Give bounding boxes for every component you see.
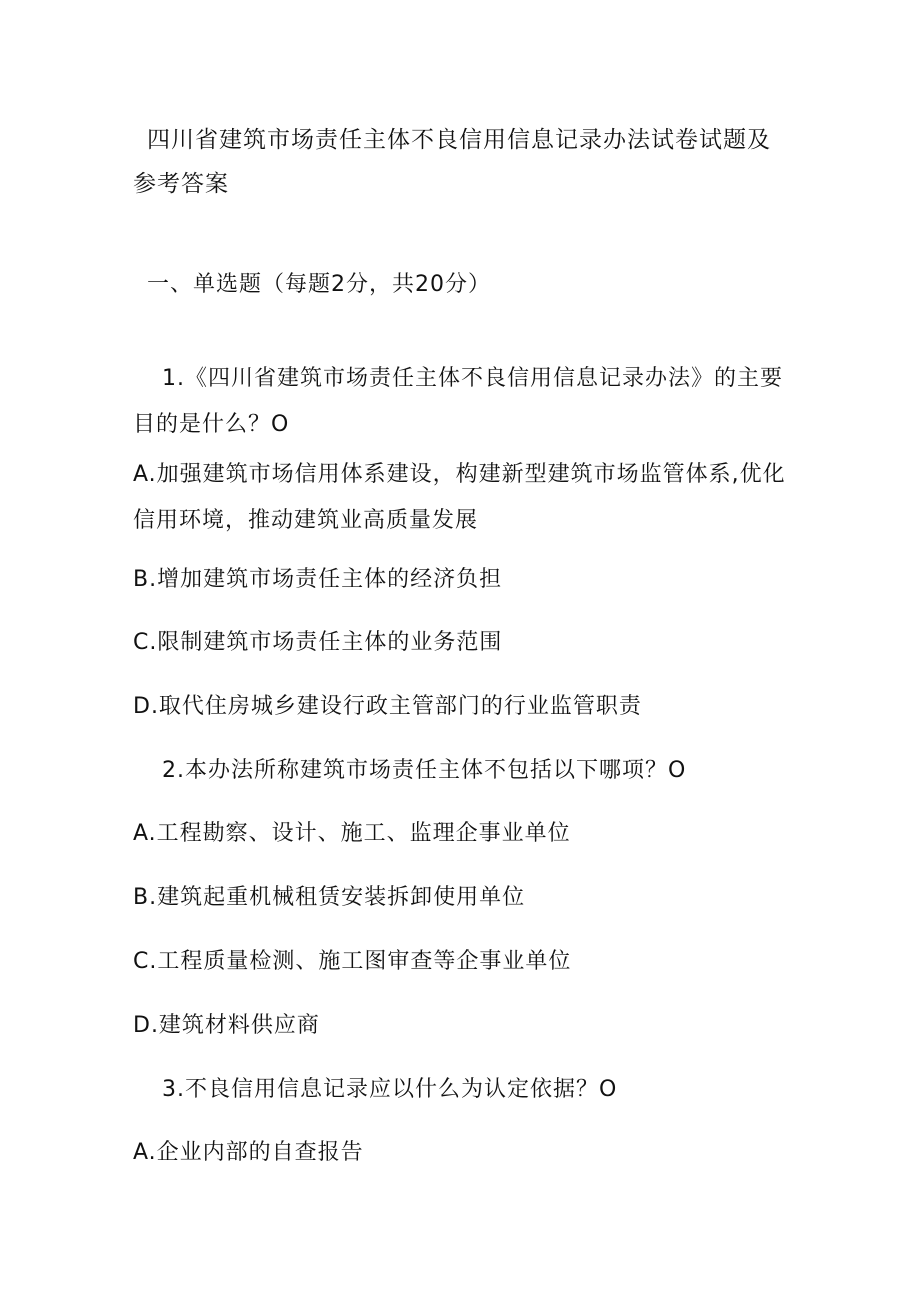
- question-3-option-a: A.企业内部的自查报告: [133, 1140, 364, 1165]
- question-3-stem: 3.不良信用信息记录应以什么为认定依据？O: [162, 1077, 618, 1102]
- question-2-option-b: B.建筑起重机械租赁安装拆卸使用单位: [133, 885, 526, 910]
- question-1-stem: 1.《四川省建筑市场责任主体不良信用信息记录办法》的主要目的是什么？O: [133, 366, 783, 437]
- question-2-option-c: C.工程质量检测、施工图审查等企事业单位: [133, 949, 572, 974]
- question-1-option-d: D.取代住房城乡建设行政主管部门的行业监管职责: [133, 694, 642, 719]
- question-2-stem: 2.本办法所称建筑市场责任主体不包括以下哪项？O: [162, 758, 687, 783]
- question-1-option-b: B.增加建筑市场责任主体的经济负担: [133, 567, 503, 592]
- question-1-option-a: A.加强建筑市场信用体系建设，构建新型建筑市场监管体系,优化信用环境，推动建筑业高质量发展: [133, 462, 786, 533]
- document-title: 四川省建筑市场责任主体不良信用信息记录办法试卷试题及参考答案: [133, 127, 771, 197]
- section-heading: 一、单选题（每题2分，共20分）: [147, 272, 491, 297]
- question-2-option-d: D.建筑材料供应商: [133, 1013, 320, 1038]
- question-1-option-c: C.限制建筑市场责任主体的业务范围: [133, 630, 503, 655]
- question-2-option-a: A.工程勘察、设计、施工、监理企事业单位: [133, 821, 571, 846]
